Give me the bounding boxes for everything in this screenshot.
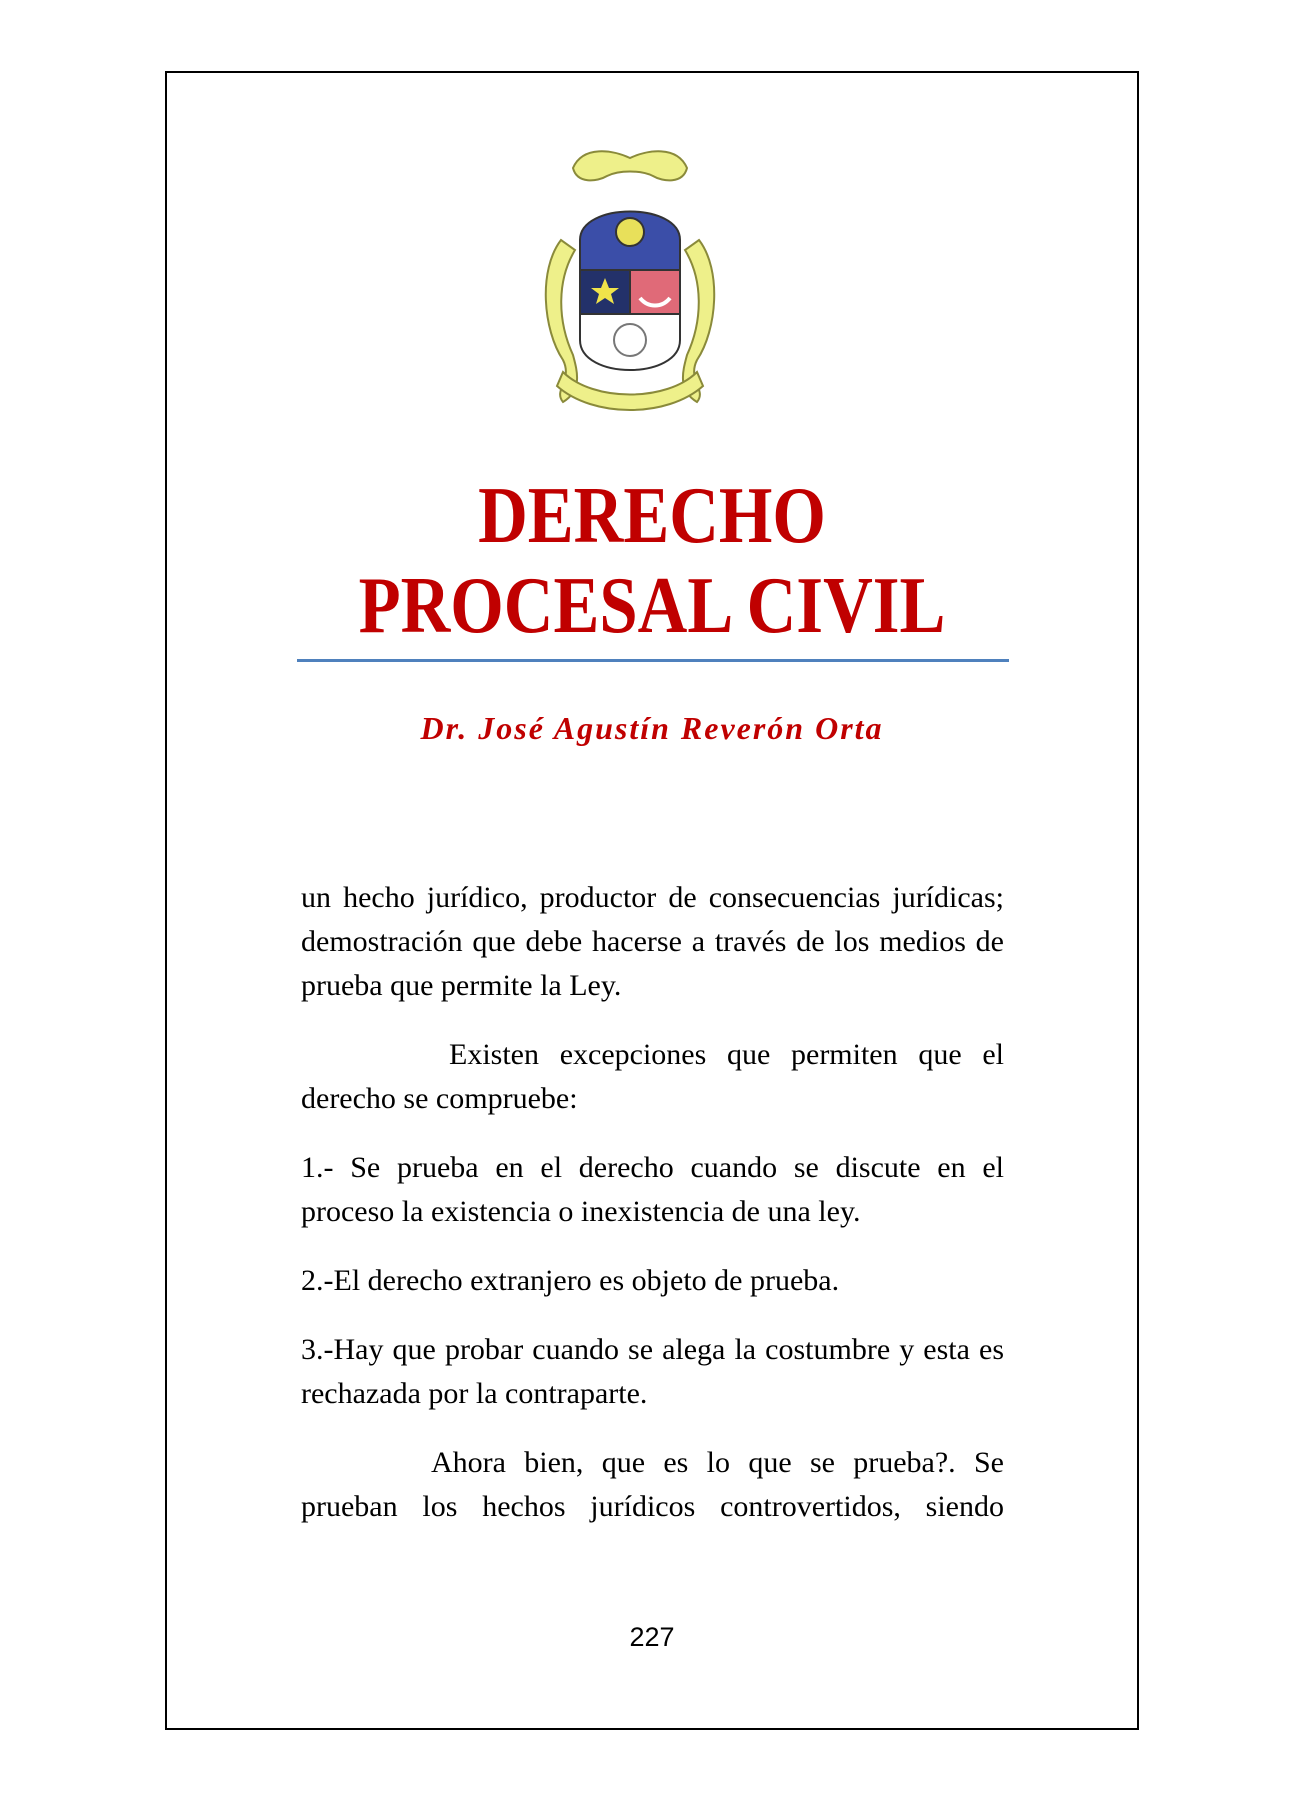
title-divider: [297, 659, 1009, 662]
body-text: [301, 876, 1004, 1554]
paragraph: un hecho jurídico, productor de consecuencias jurídicas; demostración que debe hacerse a través de los medios de prueba que permite la Ley.: [301, 881, 1004, 1002]
list-item: 2.-El derecho extranjero es objeto de prueba.: [301, 1264, 840, 1297]
paragraph: Ahora bien, que es lo que se prueba?. Se prueban los hechos jurídicos controvertidos, siendo: [301, 1446, 1004, 1523]
page-number: 227: [629, 1622, 675, 1652]
list-item: 3.-Hay que probar cuando se alega la costumbre y esta es rechazada por la contraparte.: [301, 1333, 1004, 1410]
paragraph: Existen excepciones que permiten que el derecho se compruebe:: [301, 1038, 1004, 1115]
document-title-line-1: DERECHO: [478, 472, 826, 560]
coat-of-arms-icon: [533, 140, 727, 422]
author-name: Dr. José Agustín Reverón Orta: [420, 710, 884, 746]
list-item: 1.- Se prueba en el derecho cuando se discute en el proceso la existencia o inexistencia de una ley.: [301, 1151, 1004, 1228]
document-title-line-2: PROCESAL CIVIL: [358, 562, 946, 650]
